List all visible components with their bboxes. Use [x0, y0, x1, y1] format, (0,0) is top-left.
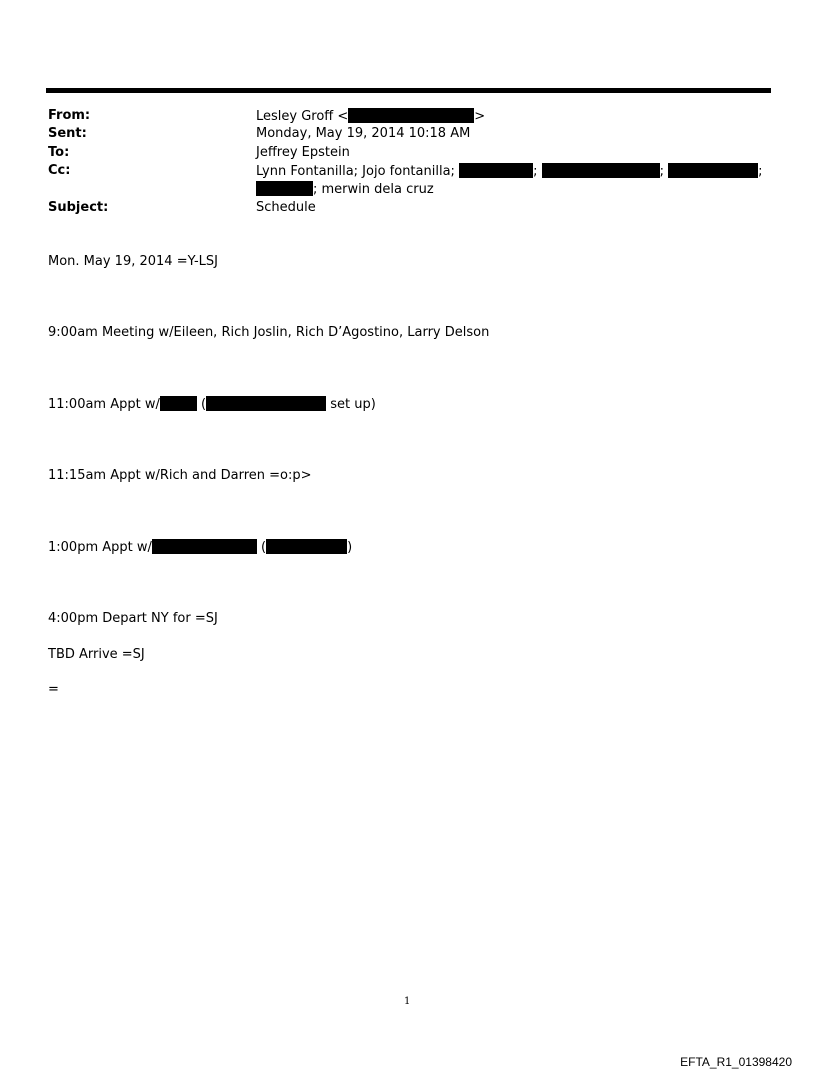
from-label: From:: [48, 108, 91, 123]
item-paren: (: [261, 540, 267, 555]
redaction-box: [542, 163, 660, 178]
to-label: To:: [48, 145, 70, 160]
cc-separator: ;: [533, 164, 538, 179]
item-paren: (: [201, 397, 207, 412]
document-id: EFTA_R1_01398420: [680, 1055, 792, 1069]
to-value: Jeffrey Epstein: [256, 145, 350, 160]
subject-value: Schedule: [256, 200, 316, 215]
schedule-item: TBD Arrive =SJ: [48, 647, 145, 662]
redaction-box: [256, 181, 313, 196]
from-name: Lesley Groff <: [256, 109, 349, 124]
schedule-item: 4:00pm Depart NY for =SJ: [48, 611, 218, 626]
cc-value-line2: [256, 181, 434, 197]
redaction-box: [668, 163, 758, 178]
trailing-text: =: [48, 682, 59, 697]
redaction-box: [152, 539, 257, 554]
item-text: 11:00am Appt w/: [48, 397, 160, 412]
page-number: 1: [404, 996, 411, 1007]
cc-label: Cc:: [48, 163, 71, 178]
schedule-item: 11:15am Appt w/Rich and Darren =o:p>: [48, 468, 312, 483]
cc-names-line2: ; merwin dela cruz: [313, 182, 434, 197]
schedule-item: 9:00am Meeting w/Eileen, Rich Joslin, Rich D’Agostino, Larry Delson: [48, 325, 490, 340]
cc-separator: ;: [758, 164, 763, 179]
item-text: 1:00pm Appt w/: [48, 540, 152, 555]
redaction-box: [348, 108, 474, 123]
header-divider: [46, 88, 771, 93]
from-value: [256, 108, 485, 124]
subject-label: Subject:: [48, 200, 109, 215]
redaction-box: [266, 539, 347, 554]
cc-value-line1: [256, 163, 763, 179]
sent-label: Sent:: [48, 126, 87, 141]
cc-separator: ;: [659, 164, 664, 179]
body-date-line: Mon. May 19, 2014 =Y-LSJ: [48, 254, 219, 269]
redaction-box: [459, 163, 533, 178]
from-close: >: [474, 109, 486, 124]
redaction-box: [160, 396, 197, 411]
schedule-item: [48, 539, 352, 555]
cc-names: Lynn Fontanilla; Jojo fontanilla;: [256, 164, 455, 179]
redaction-box: [206, 396, 326, 411]
item-paren: ): [347, 540, 353, 555]
sent-value: Monday, May 19, 2014 10:18 AM: [256, 126, 471, 141]
schedule-item: [48, 396, 376, 412]
item-text: set up): [330, 397, 376, 412]
